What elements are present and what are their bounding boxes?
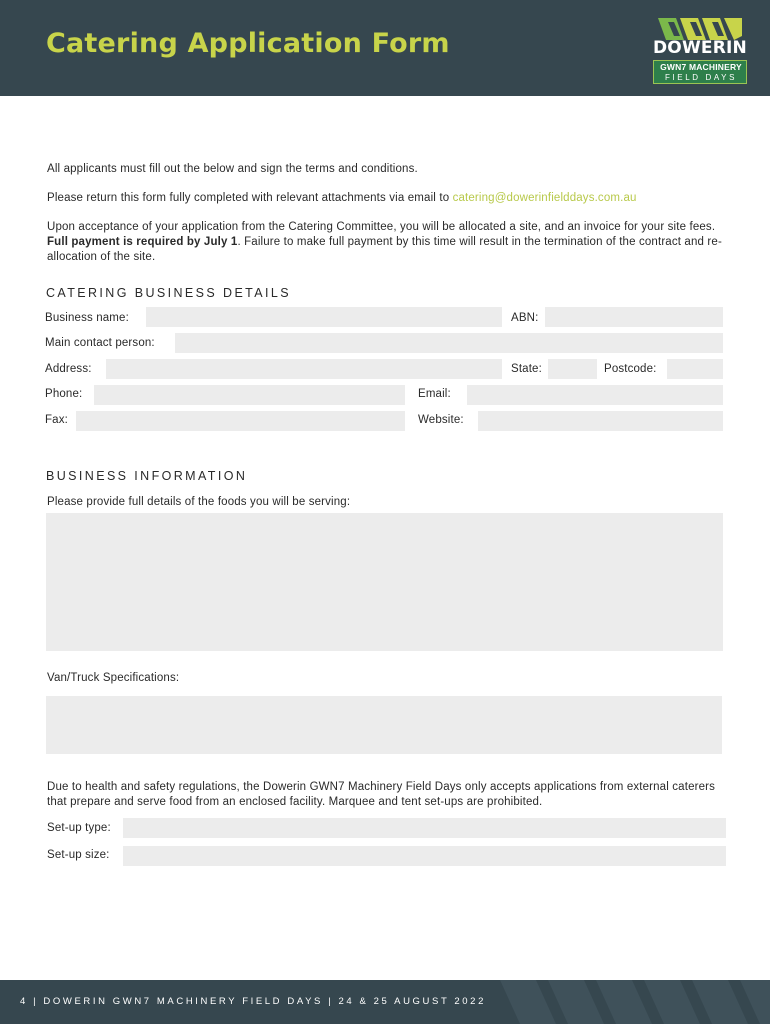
setup-type-label: Set-up type: <box>47 822 111 834</box>
footer-stripes-decoration <box>490 980 770 1024</box>
page-title: Catering Application Form <box>46 28 450 59</box>
page-header <box>0 0 770 96</box>
business-name-field[interactable] <box>146 307 502 327</box>
website-label: Website: <box>418 414 464 426</box>
dowerin-logo <box>650 18 750 84</box>
payment-text-a: Upon acceptance of your application from the Catering Committee, you will be allocated a site, and an invoice for your site fees. <box>47 221 716 233</box>
page-footer <box>0 980 770 1024</box>
logo-subtitle: GWN7 MACHINERY <box>660 62 742 72</box>
state-field[interactable] <box>548 359 597 379</box>
return-text: Please return this form fully completed with relevant attachments via email to <box>47 192 453 204</box>
postcode-label: Postcode: <box>604 363 657 375</box>
intro-instruction: All applicants must fill out the below and sign the terms and conditions. <box>47 163 418 175</box>
abn-field[interactable] <box>545 307 723 327</box>
foods-textarea[interactable] <box>46 513 723 651</box>
logo-stripes-icon <box>658 18 742 40</box>
foods-prompt: Please provide full details of the foods you will be serving: <box>47 496 351 508</box>
setup-size-label: Set-up size: <box>47 849 110 861</box>
email-label: Email: <box>418 388 451 400</box>
main-contact-field[interactable] <box>175 333 723 353</box>
footer-text: 4 | DOWERIN GWN7 MACHINERY FIELD DAYS | 24 & 25 AUGUST 2022 <box>20 996 486 1007</box>
logo-wordmark: DOWERIN <box>653 38 747 58</box>
abn-label: ABN: <box>511 312 539 324</box>
section-heading-business-info: BUSINESS INFORMATION <box>46 469 248 483</box>
address-field[interactable] <box>106 359 502 379</box>
email-link[interactable]: catering@dowerinfielddays.com.au <box>452 192 637 204</box>
payment-text-b: . Failure to make full payment by this time will result in the termination of the contract and re-allocation of the site. <box>47 236 722 263</box>
payment-deadline: Full payment is required by July 1 <box>47 236 238 248</box>
postcode-field[interactable] <box>667 359 723 379</box>
logo-tagline: FIELD DAYS <box>664 73 738 82</box>
fax-field[interactable] <box>76 411 405 431</box>
phone-label: Phone: <box>45 388 83 400</box>
main-contact-label: Main contact person: <box>45 337 155 349</box>
email-field[interactable] <box>467 385 723 405</box>
setup-type-field[interactable] <box>123 818 726 838</box>
address-label: Address: <box>45 363 92 375</box>
van-truck-textarea[interactable] <box>46 696 722 754</box>
state-label: State: <box>511 363 542 375</box>
van-truck-label: Van/Truck Specifications: <box>47 672 180 684</box>
business-name-label: Business name: <box>45 312 129 324</box>
section-heading-business-details: CATERING BUSINESS DETAILS <box>46 286 291 300</box>
fax-label: Fax: <box>45 414 68 426</box>
setup-size-field[interactable] <box>123 846 726 866</box>
phone-field[interactable] <box>94 385 405 405</box>
intro-payment-terms <box>47 220 727 265</box>
intro-return-instruction <box>47 191 727 206</box>
regulations-notice: Due to health and safety regulations, the Dowerin GWN7 Machinery Field Days only accepts applications from external caterers that prepare and serve food from an enclosed facility. Marquee and tent set-ups are prohibited. <box>47 781 716 808</box>
logo-banner <box>653 60 747 84</box>
website-field[interactable] <box>478 411 723 431</box>
